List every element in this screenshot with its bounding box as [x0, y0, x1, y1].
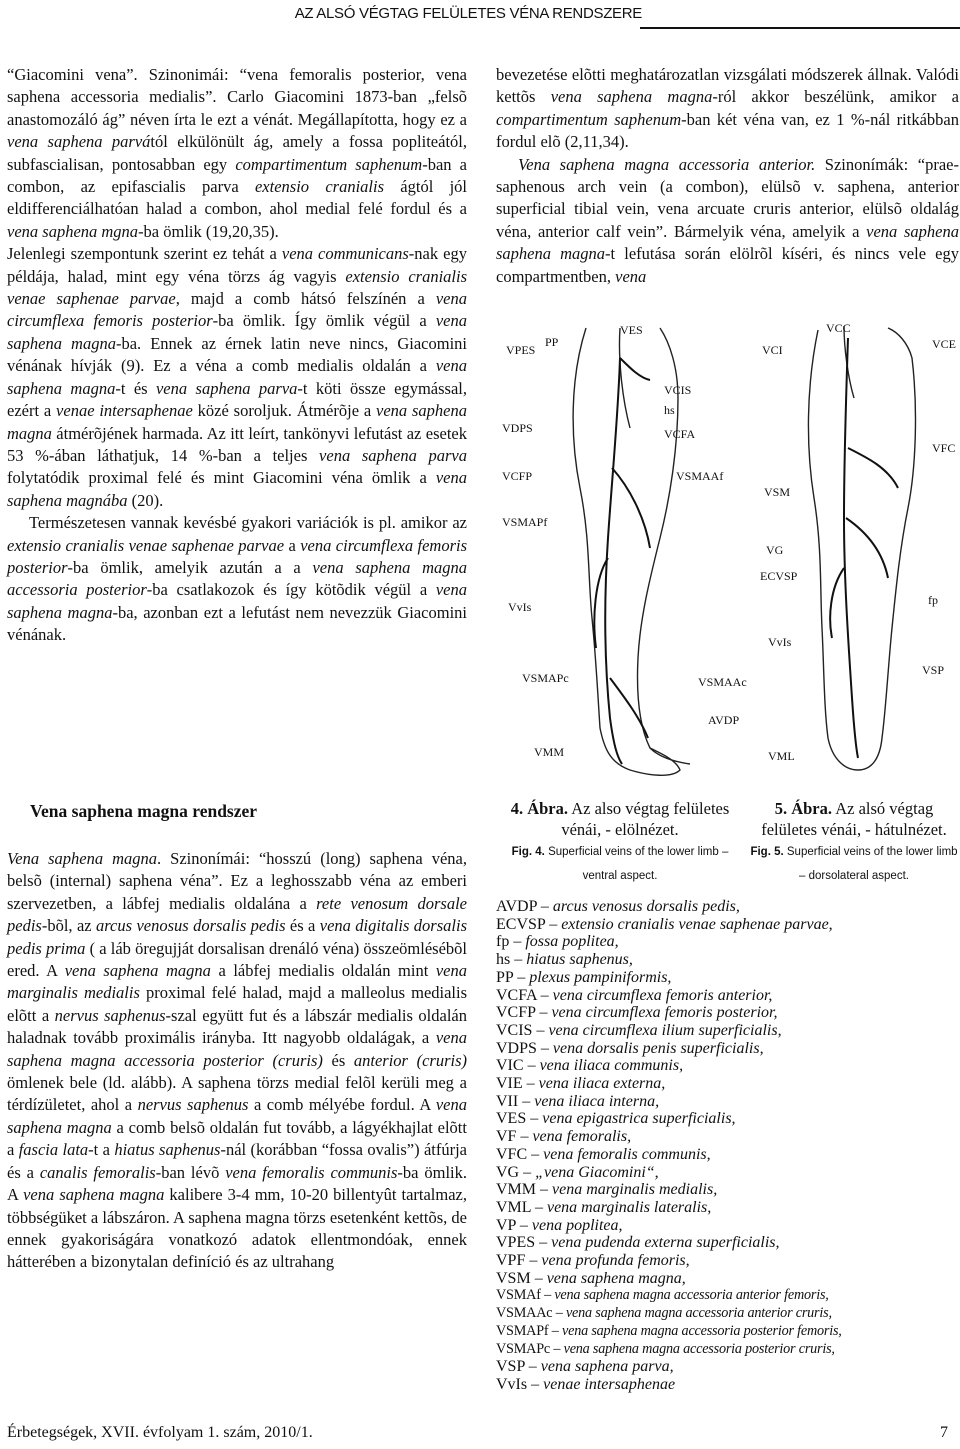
- text-run: -bõl, az: [41, 916, 96, 936]
- abbreviation-code: VES: [496, 1110, 527, 1128]
- text-run: és a: [285, 916, 320, 936]
- abbreviation-item: [496, 1075, 958, 1093]
- abbreviation-item: [496, 933, 958, 951]
- abbreviation-code: VSMAPc: [496, 1340, 550, 1357]
- text-run: ( a láb öregujját dorsalisan drenáló véna) összeömlésébõl ered. A: [7, 938, 467, 981]
- abbreviation-item: [496, 916, 958, 934]
- italic-term: canalis femoralis: [39, 1162, 156, 1182]
- italic-term: vena saphena saphena magna: [496, 221, 959, 264]
- fig4-label: VSMAPf: [502, 515, 548, 529]
- text-run: Természetesen vannak kevésbé gyakori variációk is pl. amikor az: [29, 513, 467, 533]
- abbreviation-code: VCIS: [496, 1021, 533, 1039]
- abbreviation-dash: –: [532, 1021, 549, 1039]
- italic-term: fascia lata: [18, 1140, 89, 1160]
- fig4-label: hs: [664, 403, 675, 417]
- fig5-label: VSM: [764, 485, 791, 499]
- italic-term: compartimentum saphenum: [496, 109, 682, 129]
- abbreviation-definition: hiatus saphenus,: [526, 951, 633, 969]
- running-header: [0, 0, 960, 30]
- italic-term: vena saphena magna: [23, 1185, 165, 1205]
- italic-term: extensio cranialis venae saphenae parvae: [7, 535, 285, 555]
- fig4-label: VDPS: [502, 421, 533, 435]
- abbreviation-definition: vena epigastrica superficialis,: [542, 1110, 736, 1128]
- fig5-label: VCI: [762, 343, 783, 357]
- text-run: ömlenek bele (ld. alább). A saphena törzs medial felõl kerüli meg a térdízületet, ahol a: [7, 1073, 467, 1115]
- abbreviation-code: VG: [496, 1163, 520, 1181]
- figure-4-caption-en: Fig. 4. Superficial veins of the lower limb – ventral aspect.: [511, 846, 729, 882]
- fig5-label: VvIs: [768, 635, 792, 649]
- paragraph-giacomini-course: [7, 243, 467, 512]
- fig5-label: VFC: [932, 441, 956, 455]
- fig4-label: VPES: [506, 343, 536, 357]
- figure-5-caption: [748, 798, 960, 888]
- abbreviation-dash: –: [530, 1269, 547, 1287]
- italic-term: vena saphena parvá: [7, 132, 151, 152]
- italic-term: extensio cranialis venae saphenae parvae: [7, 266, 467, 309]
- abbreviation-dash: –: [550, 1340, 564, 1357]
- abbreviation-dash: –: [552, 1305, 566, 1322]
- abbreviation-item: [496, 969, 958, 987]
- abbreviation-code: VSP: [496, 1358, 525, 1376]
- abbreviation-dash: –: [515, 1216, 532, 1234]
- paragraph-vsmaa: [496, 154, 959, 288]
- abbreviation-definition: extensio cranialis venae saphenae parvae,: [561, 915, 833, 933]
- fig5-label: VG: [766, 543, 784, 557]
- figure-5-labels: [760, 321, 956, 763]
- abbreviation-definition: vena saphena magna accessoria anterior femoris,: [554, 1287, 829, 1304]
- abbreviation-definition: vena circumflexa ilium superficialis,: [548, 1021, 782, 1039]
- abbreviation-dash: –: [527, 1375, 544, 1393]
- italic-term: vena communicans: [281, 244, 409, 264]
- veins-anterior: [594, 358, 650, 764]
- figure-4-caption-hu: 4. Ábra. Az also végtag felületes vénái, - elölnézet.: [510, 799, 730, 839]
- text-run: közé soroljuk. Átmérõje a: [192, 401, 377, 421]
- abbreviation-definition: vena femoralis,: [532, 1128, 632, 1146]
- italic-term: extensio cranialis: [254, 177, 384, 197]
- abbreviation-definition: vena iliaca interna,: [534, 1092, 660, 1110]
- text-run: . Szinonímái: “hosszú (long) saphena véna, belsõ (internal) saphena véna”. Ez a leghosszabb véna az emberi szervezetben, a lábfej medialis oldalána a: [7, 849, 467, 913]
- abbreviation-definition: vena marginalis lateralis,: [546, 1198, 712, 1216]
- abbreviation-definition: „vena Giacomini“,: [535, 1163, 659, 1181]
- italic-term: nervus saphenus: [54, 1005, 166, 1025]
- abbreviation-item: [496, 1181, 958, 1199]
- italic-term: anterior (cruris): [353, 1050, 468, 1070]
- italic-term: vena saphena mgna: [7, 221, 139, 241]
- text-run: -nak egy példája, halad, mint egy véna törzs ág vagyis: [7, 244, 467, 286]
- italic-term: vena saphena magna accessoria posterior (cruris): [7, 1028, 467, 1070]
- left-column-top: [7, 64, 467, 647]
- abbreviation-item: [496, 1217, 958, 1235]
- abbreviation-definition: vena iliaca externa,: [538, 1075, 666, 1093]
- figure-5-drawing: [748, 318, 960, 790]
- abbreviation-dash: –: [527, 1145, 544, 1163]
- text-run: -t köti össze egymással, ezért a: [7, 378, 467, 421]
- abbreviation-item: [496, 1287, 958, 1305]
- text-run: -t és: [115, 378, 156, 398]
- fig4-label: PP: [545, 335, 559, 349]
- abbreviation-dash: –: [509, 933, 526, 951]
- italic-term: vena saphena magna: [7, 580, 467, 622]
- abbreviation-dash: –: [525, 1252, 542, 1270]
- text-run: (20).: [127, 490, 164, 510]
- text-run: -ba csatlakozok és így kötõdik végül a: [146, 580, 436, 600]
- text-run: -ba, azonban ezt a lefutást nem nevezzük Giacomini vénának.: [7, 602, 467, 645]
- abbreviation-dash: –: [516, 1128, 533, 1146]
- text-run: ágtól jól eldifferenciálhatóan halad a combon, ahol medial felé fordul és a: [7, 177, 467, 219]
- figure-5-caption-hu: 5. Ábra. Az alsó végtag felületes vénái, - hátulnézet.: [761, 799, 947, 839]
- abbreviation-item: [496, 1252, 958, 1270]
- abbreviation-definition: venae intersaphenae: [543, 1375, 676, 1393]
- abbreviation-definition: vena poplitea,: [531, 1216, 623, 1234]
- abbreviation-item: [496, 1199, 958, 1217]
- fig4-label: AVDP: [708, 713, 740, 727]
- abbreviation-dash: –: [536, 1181, 553, 1199]
- abbreviation-item: [496, 1358, 958, 1376]
- veins-posterior: [830, 338, 898, 758]
- abbreviation-code: VIE: [496, 1075, 523, 1093]
- text-run: -ban két véna van, ez 1 %-nál ritkábban fordul elõ (2,11,34).: [496, 109, 959, 152]
- text-run: folytatódik proximal felé és mint Giacomini véna ömlik a: [7, 468, 436, 488]
- abbreviation-code: VvIs: [496, 1375, 528, 1393]
- fig4-label: VSMAAf: [676, 469, 724, 483]
- abbreviation-definition: vena femoralis communis,: [543, 1145, 711, 1163]
- figure-5-posterior-view: [748, 318, 960, 790]
- abbreviation-code: VSMAf: [496, 1287, 541, 1304]
- text-run: és: [322, 1050, 354, 1070]
- abbreviation-code: hs: [496, 951, 511, 969]
- abbreviation-item: [496, 1057, 958, 1075]
- abbreviation-dash: –: [510, 951, 527, 969]
- text-run: átmérõjének harmada. Az itt leírt, tankönyvi lefutást az esetek 53 %-ában láthatjuk, 14 %-ban a teljes: [7, 423, 467, 465]
- italic-term: vena marginalis medialis: [7, 961, 467, 1003]
- italic-term: vena saphena magna: [7, 311, 467, 353]
- fig5-label: VCE: [932, 337, 956, 351]
- abbreviation-code: VDPS: [496, 1039, 537, 1057]
- abbreviation-dash: –: [536, 986, 553, 1004]
- italic-term: vena circumflexa femoris posterior: [7, 535, 468, 577]
- abbreviation-item: [496, 1093, 958, 1111]
- abbreviation-code: AVDP: [496, 898, 537, 915]
- italic-term: vena digitalis dorsalis pedis prima: [7, 916, 467, 958]
- italic-term: vena saphena parva: [155, 378, 298, 398]
- abbreviation-definition: vena saphena magna accessoria anterior cruris,: [565, 1305, 832, 1322]
- abbreviation-dash: –: [540, 1287, 555, 1304]
- abbreviation-item: [496, 1128, 958, 1146]
- paragraph-giacomini-intro: [7, 64, 467, 243]
- text-run: -szal együtt fut és a lábszár medialis oldalán haladnak tovább proximális irányba. Itt nagyobb oldalágak, a: [7, 1005, 467, 1048]
- fig5-label: VSP: [922, 663, 945, 677]
- abbreviation-item: [496, 1305, 958, 1323]
- paragraph-double-vsm: [496, 64, 959, 154]
- abbreviation-code: VFC: [496, 1145, 528, 1163]
- abbreviation-definition: vena saphena magna accessoria posterior femoris,: [562, 1322, 842, 1339]
- abbreviation-dash: –: [530, 1198, 547, 1216]
- abbreviation-definition: arcus venosus dorsalis pedis,: [552, 898, 740, 915]
- abbreviation-code: PP: [496, 968, 514, 986]
- abbreviation-code: VMM: [496, 1181, 537, 1199]
- abbreviation-definition: fossa poplitea,: [525, 933, 619, 951]
- abbreviation-dash: –: [524, 1358, 541, 1376]
- figure-4-caption: [500, 798, 740, 888]
- italic-term: vena saphena magna: [550, 87, 713, 107]
- abbreviation-code: VII: [496, 1092, 519, 1110]
- text-run: “Giacomini vena”. Szinonimái: “vena femoralis posterior, vena saphena accessoria medialis”. Carlo Giacomini 1873-ban „felsõ anastomozáló ág” néven írta le ezt a vénát. Megállapította, hogy ez a: [7, 65, 467, 129]
- fig4-label: VMM: [534, 745, 565, 759]
- text-run: -ban lévõ: [155, 1162, 226, 1182]
- abbreviation-item: [496, 1040, 958, 1058]
- abbreviation-dash: –: [519, 1163, 536, 1181]
- abbreviation-dash: –: [513, 968, 530, 986]
- abbreviation-list: [496, 898, 958, 1394]
- text-run: a lábfej medialis oldalán mint: [210, 961, 436, 981]
- abbreviation-item: [496, 1341, 958, 1359]
- fig5-label: fp: [928, 593, 938, 607]
- footer-journal-citation: Érbetegségek, XVII. évfolyam 1. szám, 2010/1.: [7, 1424, 313, 1441]
- abbreviation-code: ECVSP: [496, 915, 546, 933]
- abbreviation-code: VCFP: [496, 1004, 536, 1022]
- abbreviation-definition: vena saphena magna accessoria posterior cruris,: [563, 1340, 835, 1357]
- abbreviation-dash: –: [523, 1057, 540, 1075]
- abbreviation-code: VIC: [496, 1057, 524, 1075]
- abbreviation-item: [496, 987, 958, 1005]
- text-run: -ban a combon, az epifascialis parva: [7, 154, 467, 197]
- abbreviation-item: [496, 1376, 958, 1394]
- paragraph-variations: [7, 512, 467, 646]
- abbreviation-code: VML: [496, 1198, 531, 1216]
- text-run: Jelenlegi szempontunk szerint ez tehát a: [7, 244, 282, 264]
- text-run: -ba ömlik. A: [7, 1162, 467, 1205]
- fig4-label: VCFP: [502, 469, 533, 483]
- text-run: kalibere 3-4 mm, 10-20 billentyût tartalmaz, többségüket a lábszáron. A saphena magna törzs esetenként kettõs, de ennek gyakoriságára vonatkozó adatok ellentmondóak, ennek hátterében a bizonytalan definíció és az ultrahang: [7, 1185, 467, 1272]
- italic-term: Vena saphena magna accessoria anterior.: [518, 154, 816, 174]
- italic-term: arcus venosus dorsalis pedis: [96, 916, 286, 936]
- figure-4-labels: [502, 323, 747, 759]
- fig5-label: VCC: [826, 321, 851, 335]
- fig5-label: VML: [768, 749, 795, 763]
- abbreviation-item: [496, 1022, 958, 1040]
- fig5-label: ECVSP: [760, 569, 798, 583]
- italic-term: vena: [615, 266, 647, 286]
- text-run: bevezetése elõtti meghatározatlan vizsgálati módszerek állnak. Valódi kettõs: [496, 65, 959, 107]
- italic-term: compartimentum saphenum: [235, 154, 423, 174]
- abbreviation-definition: vena iliaca communis,: [539, 1057, 684, 1075]
- text-run: -ról akkor beszélünk, amikor a: [712, 87, 959, 107]
- abbreviation-dash: –: [526, 1110, 543, 1128]
- abbreviation-code: VSMAPf: [496, 1322, 549, 1339]
- text-run: -ba ömlik. Így ömlik végül a: [212, 311, 436, 331]
- fig4-label: VCIS: [664, 383, 692, 397]
- italic-term: vena femoralis communis: [225, 1162, 398, 1182]
- abbreviation-definition: vena profunda femoris,: [541, 1252, 690, 1270]
- fig4-label: VCFA: [664, 427, 696, 441]
- leg-outline-posterior: [808, 326, 915, 770]
- abbreviation-item: [496, 1110, 958, 1128]
- text-run: -nál (korábban “fossa ovalis”) átfúrja és a: [7, 1140, 467, 1182]
- abbreviation-item: [496, 1234, 958, 1252]
- italic-term: vena saphena magna: [7, 401, 467, 443]
- abbreviation-dash: –: [522, 1075, 539, 1093]
- italic-term: Vena saphena magna: [7, 849, 158, 868]
- running-header-title: AZ ALSÓ VÉGTAG FELÜLETES VÉNA RENDSZERE: [294, 5, 642, 22]
- abbreviation-dash: –: [536, 898, 553, 915]
- abbreviation-definition: vena dorsalis penis superficialis,: [552, 1039, 764, 1057]
- text-run: proximal felé halad, majd a malleolus medialis elõtt a: [7, 983, 468, 1025]
- abbreviation-code: VF: [496, 1128, 517, 1146]
- abbreviation-code: VP: [496, 1216, 516, 1234]
- abbreviation-dash: –: [548, 1322, 563, 1339]
- text-run: Szinonímák: “prae-saphenous arch vein (a combon), elülsõ v. saphena, anterior superficial tibial vein, vena arcuate cruris anterior, elülsõ oldalág véna, anterior calf vein”. Bármelyik véna, amelyik a: [496, 154, 960, 241]
- text-run: -ba ömlik, amelyik azután a a: [67, 557, 313, 577]
- header-rule: [640, 27, 960, 29]
- italic-term: venae intersaphenae: [56, 401, 193, 421]
- section-heading: Vena saphena magna rendszer: [30, 801, 258, 821]
- text-run: -t lefutása során elölrõl kíséri, és nincs vele egy compartmentben,: [496, 244, 959, 286]
- figure-5-caption-en: Fig. 5. Superficial veins of the lower limb – dorsolateral aspect.: [750, 846, 958, 882]
- text-run: -ba. Ennek az érnek latin neve nincs, Giacomini vénának hívják (9). Ez a véna a comb medialis oldalán a: [7, 333, 467, 376]
- italic-term: hiatus saphenus: [114, 1140, 221, 1160]
- abbreviation-definition: plexus pampiniformis,: [529, 968, 672, 986]
- abbreviation-definition: vena circumflexa femoris anterior,: [552, 986, 773, 1004]
- figure-4-anterior-view: [500, 318, 747, 790]
- abbreviation-code: VSMAAc: [496, 1305, 553, 1322]
- abbreviation-dash: –: [535, 1004, 552, 1022]
- italic-term: vena saphena magnába: [7, 468, 467, 510]
- fig4-label: VES: [620, 323, 643, 337]
- right-column-top: [496, 64, 959, 288]
- abbreviation-dash: –: [536, 1039, 553, 1057]
- italic-term: vena saphena magna accessoria posterior: [7, 557, 467, 600]
- abbreviation-definition: vena marginalis medialis,: [552, 1181, 718, 1199]
- abbreviation-item: [496, 1164, 958, 1182]
- text-run: -t a: [88, 1140, 115, 1160]
- italic-term: vena saphena parva: [319, 445, 467, 465]
- abbreviation-item: [496, 951, 958, 969]
- text-run: -ba ömlik (19,20,35).: [138, 221, 279, 241]
- paragraph-vsm-description: [7, 848, 467, 1274]
- figure-4-drawing: [500, 318, 747, 790]
- abbreviation-dash: –: [545, 915, 562, 933]
- italic-term: rete venosum dorsale pedis: [7, 893, 467, 936]
- abbreviation-definition: vena pudenda externa superficialis,: [551, 1234, 780, 1252]
- text-run: a comb belsõ oldalán fut tovább, a lágyékhajlat elõtt a: [7, 1117, 467, 1160]
- fig4-label: VSMAPc: [522, 671, 569, 685]
- italic-term: vena saphena magna: [7, 356, 467, 398]
- italic-term: vena circumflexa femoris posterior: [7, 289, 467, 331]
- abbreviation-dash: –: [535, 1234, 552, 1252]
- text-run: , majd a comb hátsó felszínén a: [175, 289, 436, 309]
- abbreviation-code: VPES: [496, 1234, 536, 1252]
- abbreviation-code: VSM: [496, 1269, 531, 1287]
- text-run: a comb mélyébe fordul. A: [248, 1095, 436, 1115]
- text-run: tól elkülönült ág, amely a fossa popliteától, subfascialisan, pontosabban egy: [7, 132, 467, 174]
- left-column-bottom: [7, 848, 467, 1274]
- abbreviation-definition: vena circumflexa femoris posterior,: [551, 1004, 778, 1022]
- abbreviation-item: [496, 898, 958, 916]
- italic-term: vena saphena magna: [64, 961, 211, 981]
- page-number: 7: [940, 1424, 948, 1441]
- abbreviation-code: VPF: [496, 1252, 526, 1270]
- italic-term: vena saphena magna: [7, 1095, 468, 1137]
- fig4-label: VvIs: [508, 600, 532, 614]
- abbreviation-dash: –: [518, 1092, 535, 1110]
- abbreviation-item: [496, 1270, 958, 1288]
- abbreviation-code: VCFA: [496, 986, 537, 1004]
- abbreviation-code: fp: [496, 933, 510, 951]
- abbreviation-item: [496, 1146, 958, 1164]
- italic-term: nervus saphenus: [137, 1095, 249, 1115]
- abbreviation-item: [496, 1004, 958, 1022]
- fig4-label: VSMAAc: [698, 675, 747, 689]
- text-run: a: [284, 535, 301, 555]
- abbreviation-definition: vena saphena magna,: [546, 1269, 686, 1287]
- abbreviation-item: [496, 1323, 958, 1341]
- abbreviation-definition: vena saphena parva,: [540, 1358, 674, 1376]
